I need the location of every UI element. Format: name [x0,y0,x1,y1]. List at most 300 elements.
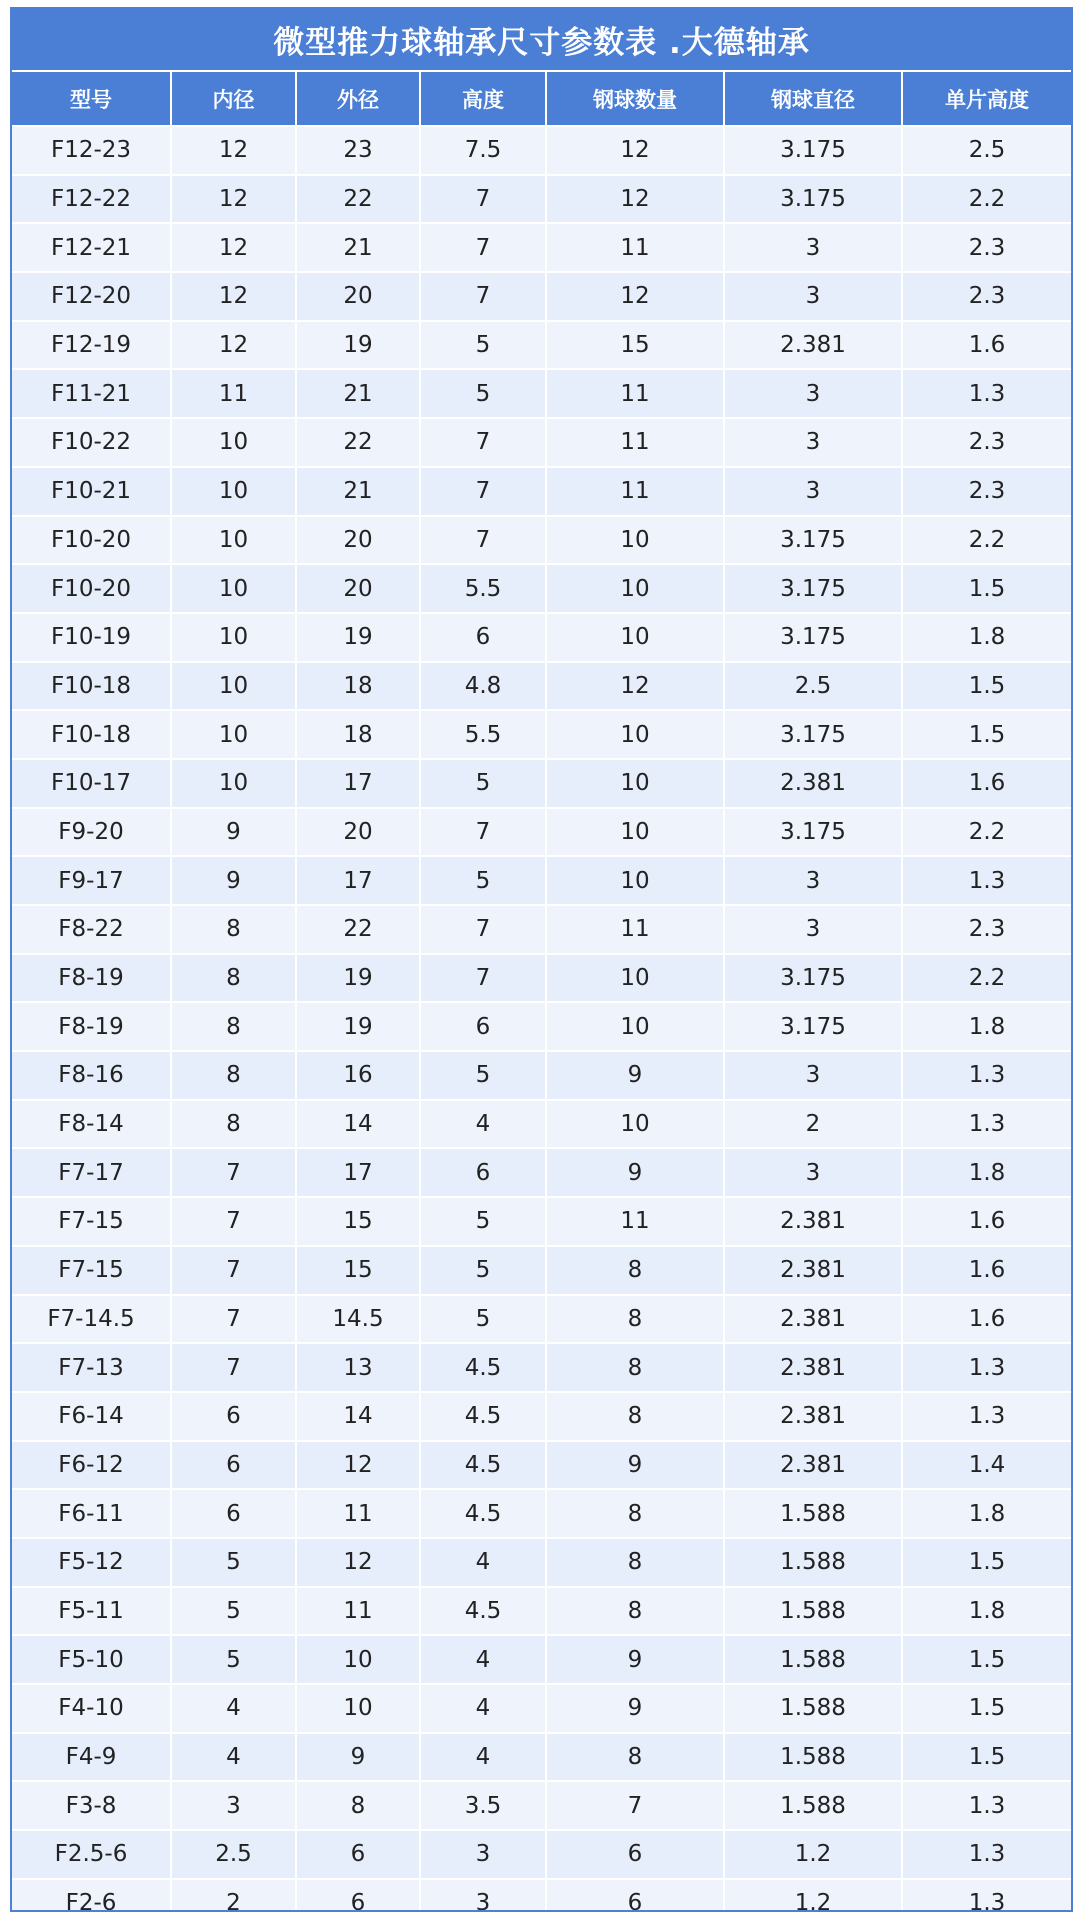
cell-ball-diameter: 1.588 [724,1684,902,1733]
cell-outer-diameter: 14 [296,1100,420,1149]
table-row [12,126,1071,175]
cell-outer-diameter: 6 [296,1879,420,1912]
cell-inner-diameter: 8 [171,905,296,954]
cell-outer-diameter: 22 [296,418,420,467]
cell-ball-diameter: 2.381 [724,321,902,370]
cell-inner-diameter: 10 [171,516,296,565]
cell-ball-count: 11 [546,905,724,954]
cell-single-height: 2.3 [902,272,1071,321]
cell-single-height: 1.3 [902,1392,1071,1441]
cell-ball-count: 12 [546,272,724,321]
cell-model: F9-20 [12,808,171,857]
table-row [12,808,1071,857]
cell-outer-diameter: 15 [296,1246,420,1295]
cell-model: F7-15 [12,1246,171,1295]
cell-ball-diameter: 1.588 [724,1635,902,1684]
cell-ball-count: 12 [546,126,724,175]
cell-outer-diameter: 6 [296,1830,420,1879]
cell-ball-count: 11 [546,467,724,516]
cell-inner-diameter: 8 [171,1002,296,1051]
cell-height: 3.5 [420,1781,546,1830]
cell-single-height: 1.3 [902,1830,1071,1879]
cell-single-height: 1.8 [902,1148,1071,1197]
cell-ball-count: 11 [546,418,724,467]
cell-ball-count: 10 [546,516,724,565]
table-row [12,1538,1071,1587]
cell-ball-diameter: 2 [724,1100,902,1149]
cell-single-height: 2.2 [902,516,1071,565]
cell-ball-count: 6 [546,1830,724,1879]
table-row [12,1197,1071,1246]
cell-inner-diameter: 10 [171,613,296,662]
cell-model: F10-21 [12,467,171,516]
cell-single-height: 1.5 [902,710,1071,759]
cell-ball-diameter: 1.588 [724,1733,902,1782]
cell-height: 7 [420,467,546,516]
cell-height: 5 [420,856,546,905]
table-body [12,126,1071,1912]
page-title: 微型推力球轴承尺寸参数表 .大德轴承 [12,9,1071,72]
cell-outer-diameter: 16 [296,1051,420,1100]
table-row [12,1392,1071,1441]
cell-inner-diameter: 12 [171,272,296,321]
cell-ball-count: 8 [546,1392,724,1441]
cell-ball-diameter: 3 [724,1148,902,1197]
cell-ball-diameter: 1.588 [724,1538,902,1587]
cell-height: 4.5 [420,1489,546,1538]
cell-ball-diameter: 3 [724,1051,902,1100]
cell-ball-count: 10 [546,1002,724,1051]
cell-inner-diameter: 3 [171,1781,296,1830]
table-row [12,467,1071,516]
cell-outer-diameter: 21 [296,369,420,418]
cell-outer-diameter: 18 [296,662,420,711]
cell-model: F8-19 [12,1002,171,1051]
cell-height: 4.5 [420,1392,546,1441]
cell-ball-diameter: 3.175 [724,613,902,662]
cell-single-height: 1.6 [902,321,1071,370]
cell-ball-diameter: 3.175 [724,1002,902,1051]
cell-single-height: 1.5 [902,662,1071,711]
cell-height: 5 [420,321,546,370]
cell-inner-diameter: 10 [171,564,296,613]
cell-model: F8-16 [12,1051,171,1100]
cell-ball-diameter: 3.175 [724,564,902,613]
table-row [12,1635,1071,1684]
cell-outer-diameter: 12 [296,1538,420,1587]
table-row [12,1879,1071,1912]
cell-single-height: 2.2 [902,954,1071,1003]
cell-ball-count: 12 [546,662,724,711]
table-row [12,223,1071,272]
cell-inner-diameter: 12 [171,321,296,370]
cell-outer-diameter: 10 [296,1635,420,1684]
cell-model: F7-17 [12,1148,171,1197]
cell-height: 5 [420,1197,546,1246]
cell-height: 7 [420,905,546,954]
cell-ball-count: 7 [546,1781,724,1830]
cell-outer-diameter: 9 [296,1733,420,1782]
cell-model: F6-14 [12,1392,171,1441]
cell-height: 7 [420,808,546,857]
cell-ball-diameter: 2.381 [724,759,902,808]
cell-inner-diameter: 9 [171,808,296,857]
cell-inner-diameter: 12 [171,223,296,272]
header-inner-diameter: 内径 [171,72,296,126]
table-row [12,759,1071,808]
header-row [12,72,1071,126]
cell-height: 5 [420,1295,546,1344]
cell-inner-diameter: 7 [171,1246,296,1295]
cell-single-height: 1.6 [902,1246,1071,1295]
cell-ball-count: 8 [546,1295,724,1344]
cell-ball-diameter: 1.2 [724,1830,902,1879]
cell-ball-diameter: 3.175 [724,710,902,759]
cell-model: F4-9 [12,1733,171,1782]
cell-single-height: 1.8 [902,1489,1071,1538]
cell-ball-count: 10 [546,613,724,662]
cell-single-height: 1.3 [902,1051,1071,1100]
cell-inner-diameter: 10 [171,418,296,467]
cell-model: F12-22 [12,175,171,224]
cell-ball-diameter: 2.381 [724,1441,902,1490]
cell-ball-count: 8 [546,1733,724,1782]
cell-inner-diameter: 10 [171,710,296,759]
cell-ball-count: 10 [546,856,724,905]
table-row [12,613,1071,662]
table-row [12,1489,1071,1538]
cell-inner-diameter: 8 [171,1100,296,1149]
cell-height: 4 [420,1100,546,1149]
cell-inner-diameter: 9 [171,856,296,905]
cell-single-height: 2.3 [902,905,1071,954]
table-row [12,1343,1071,1392]
cell-ball-diameter: 3.175 [724,175,902,224]
cell-height: 4.8 [420,662,546,711]
cell-single-height: 1.3 [902,1100,1071,1149]
cell-model: F11-21 [12,369,171,418]
header-model: 型号 [12,72,171,126]
table-row [12,564,1071,613]
cell-model: F10-18 [12,662,171,711]
cell-inner-diameter: 4 [171,1684,296,1733]
cell-inner-diameter: 7 [171,1343,296,1392]
cell-model: F6-11 [12,1489,171,1538]
cell-ball-count: 10 [546,759,724,808]
table-row [12,369,1071,418]
cell-height: 6 [420,613,546,662]
cell-height: 5 [420,1051,546,1100]
cell-model: F4-10 [12,1684,171,1733]
cell-ball-count: 10 [546,710,724,759]
cell-inner-diameter: 2 [171,1879,296,1912]
cell-height: 4 [420,1684,546,1733]
header-ball-count: 钢球数量 [546,72,724,126]
cell-inner-diameter: 2.5 [171,1830,296,1879]
cell-model: F9-17 [12,856,171,905]
cell-height: 6 [420,1002,546,1051]
table-row [12,1002,1071,1051]
cell-height: 7 [420,223,546,272]
table-row [12,662,1071,711]
cell-ball-diameter: 3.175 [724,808,902,857]
cell-ball-diameter: 2.381 [724,1343,902,1392]
cell-ball-diameter: 3 [724,905,902,954]
cell-model: F10-22 [12,418,171,467]
cell-model: F7-15 [12,1197,171,1246]
cell-ball-count: 10 [546,808,724,857]
table-row [12,1733,1071,1782]
cell-inner-diameter: 5 [171,1635,296,1684]
cell-height: 7 [420,418,546,467]
cell-ball-count: 8 [546,1343,724,1392]
cell-inner-diameter: 10 [171,467,296,516]
table-row [12,418,1071,467]
table-row [12,1100,1071,1149]
cell-outer-diameter: 13 [296,1343,420,1392]
cell-ball-diameter: 1.2 [724,1879,902,1912]
cell-ball-count: 9 [546,1684,724,1733]
cell-ball-diameter: 3.175 [724,516,902,565]
table-header [12,72,1071,126]
table-row [12,516,1071,565]
cell-inner-diameter: 6 [171,1489,296,1538]
cell-ball-count: 9 [546,1441,724,1490]
cell-ball-count: 15 [546,321,724,370]
cell-ball-count: 10 [546,1100,724,1149]
cell-height: 6 [420,1148,546,1197]
cell-ball-diameter: 3 [724,223,902,272]
cell-outer-diameter: 12 [296,1441,420,1490]
cell-outer-diameter: 20 [296,516,420,565]
cell-outer-diameter: 19 [296,321,420,370]
cell-outer-diameter: 17 [296,856,420,905]
cell-inner-diameter: 6 [171,1392,296,1441]
table-row [12,1830,1071,1879]
cell-ball-diameter: 2.5 [724,662,902,711]
table-row [12,1148,1071,1197]
cell-model: F2.5-6 [12,1830,171,1879]
cell-height: 5.5 [420,710,546,759]
cell-height: 5 [420,1246,546,1295]
cell-inner-diameter: 12 [171,126,296,175]
cell-model: F7-13 [12,1343,171,1392]
cell-ball-count: 10 [546,954,724,1003]
cell-model: F8-14 [12,1100,171,1149]
cell-single-height: 2.5 [902,126,1071,175]
cell-single-height: 2.3 [902,223,1071,272]
cell-inner-diameter: 8 [171,1051,296,1100]
cell-outer-diameter: 20 [296,272,420,321]
cell-inner-diameter: 10 [171,759,296,808]
table-row [12,856,1071,905]
cell-inner-diameter: 8 [171,954,296,1003]
table-row [12,1246,1071,1295]
cell-height: 4.5 [420,1343,546,1392]
header-single-height: 单片高度 [902,72,1071,126]
cell-single-height: 1.6 [902,1295,1071,1344]
cell-ball-diameter: 3.175 [724,954,902,1003]
cell-ball-count: 9 [546,1148,724,1197]
cell-single-height: 1.4 [902,1441,1071,1490]
cell-ball-diameter: 3 [724,856,902,905]
header-ball-diameter: 钢球直径 [724,72,902,126]
cell-height: 3 [420,1830,546,1879]
cell-single-height: 1.3 [902,1781,1071,1830]
cell-model: F10-20 [12,516,171,565]
table-row [12,710,1071,759]
cell-single-height: 1.8 [902,1587,1071,1636]
table-row [12,272,1071,321]
cell-single-height: 1.3 [902,856,1071,905]
cell-ball-count: 8 [546,1538,724,1587]
cell-height: 7 [420,175,546,224]
cell-outer-diameter: 17 [296,1148,420,1197]
table-row [12,1441,1071,1490]
cell-outer-diameter: 22 [296,175,420,224]
cell-outer-diameter: 11 [296,1489,420,1538]
cell-ball-count: 11 [546,223,724,272]
cell-inner-diameter: 6 [171,1441,296,1490]
cell-ball-diameter: 3 [724,272,902,321]
cell-ball-count: 6 [546,1879,724,1912]
cell-inner-diameter: 10 [171,662,296,711]
cell-model: F12-20 [12,272,171,321]
cell-outer-diameter: 21 [296,223,420,272]
table-row [12,1295,1071,1344]
cell-height: 4 [420,1635,546,1684]
cell-model: F12-21 [12,223,171,272]
cell-inner-diameter: 12 [171,175,296,224]
header-height: 高度 [420,72,546,126]
cell-inner-diameter: 7 [171,1197,296,1246]
cell-single-height: 2.2 [902,175,1071,224]
cell-single-height: 1.8 [902,1002,1071,1051]
cell-inner-diameter: 11 [171,369,296,418]
cell-ball-count: 10 [546,564,724,613]
cell-model: F2-6 [12,1879,171,1912]
header-outer-diameter: 外径 [296,72,420,126]
cell-single-height: 1.3 [902,1343,1071,1392]
table-row [12,954,1071,1003]
cell-height: 5.5 [420,564,546,613]
cell-height: 3 [420,1879,546,1912]
cell-ball-diameter: 1.588 [724,1587,902,1636]
cell-ball-count: 11 [546,369,724,418]
cell-ball-count: 9 [546,1635,724,1684]
cell-model: F12-19 [12,321,171,370]
cell-outer-diameter: 17 [296,759,420,808]
cell-single-height: 1.5 [902,1635,1071,1684]
cell-inner-diameter: 5 [171,1538,296,1587]
cell-single-height: 1.3 [902,369,1071,418]
cell-outer-diameter: 14.5 [296,1295,420,1344]
cell-ball-count: 12 [546,175,724,224]
cell-height: 4.5 [420,1587,546,1636]
cell-single-height: 1.6 [902,759,1071,808]
cell-ball-count: 8 [546,1489,724,1538]
cell-height: 7.5 [420,126,546,175]
cell-outer-diameter: 23 [296,126,420,175]
cell-single-height: 1.8 [902,613,1071,662]
cell-inner-diameter: 5 [171,1587,296,1636]
cell-inner-diameter: 7 [171,1148,296,1197]
cell-ball-count: 8 [546,1246,724,1295]
cell-ball-diameter: 3.175 [724,126,902,175]
cell-single-height: 2.3 [902,467,1071,516]
cell-outer-diameter: 20 [296,564,420,613]
cell-height: 5 [420,759,546,808]
table-row [12,175,1071,224]
cell-single-height: 1.3 [902,1879,1071,1912]
cell-ball-diameter: 2.381 [724,1197,902,1246]
cell-ball-diameter: 3 [724,467,902,516]
cell-outer-diameter: 22 [296,905,420,954]
cell-single-height: 1.5 [902,1733,1071,1782]
cell-inner-diameter: 4 [171,1733,296,1782]
cell-ball-count: 11 [546,1197,724,1246]
table-row [12,905,1071,954]
cell-height: 5 [420,369,546,418]
cell-ball-diameter: 2.381 [724,1246,902,1295]
table-row [12,1587,1071,1636]
cell-outer-diameter: 19 [296,1002,420,1051]
cell-model: F10-20 [12,564,171,613]
cell-height: 7 [420,954,546,1003]
cell-height: 4.5 [420,1441,546,1490]
cell-ball-diameter: 2.381 [724,1392,902,1441]
cell-ball-diameter: 1.588 [724,1489,902,1538]
cell-model: F12-23 [12,126,171,175]
cell-height: 7 [420,516,546,565]
cell-ball-count: 9 [546,1051,724,1100]
table-row [12,1781,1071,1830]
cell-outer-diameter: 11 [296,1587,420,1636]
cell-outer-diameter: 20 [296,808,420,857]
cell-outer-diameter: 18 [296,710,420,759]
cell-model: F5-12 [12,1538,171,1587]
table-row [12,1684,1071,1733]
cell-outer-diameter: 21 [296,467,420,516]
cell-model: F5-10 [12,1635,171,1684]
cell-model: F10-19 [12,613,171,662]
cell-inner-diameter: 7 [171,1295,296,1344]
cell-height: 4 [420,1733,546,1782]
cell-single-height: 1.5 [902,1538,1071,1587]
cell-model: F3-8 [12,1781,171,1830]
cell-ball-count: 8 [546,1587,724,1636]
table-row [12,321,1071,370]
cell-model: F8-19 [12,954,171,1003]
cell-model: F5-11 [12,1587,171,1636]
cell-single-height: 2.2 [902,808,1071,857]
cell-model: F7-14.5 [12,1295,171,1344]
cell-single-height: 1.5 [902,564,1071,613]
cell-model: F10-17 [12,759,171,808]
cell-outer-diameter: 19 [296,954,420,1003]
cell-model: F10-18 [12,710,171,759]
cell-ball-diameter: 1.588 [724,1781,902,1830]
bearing-spec-sheet [10,7,1073,1912]
cell-outer-diameter: 14 [296,1392,420,1441]
cell-single-height: 2.3 [902,418,1071,467]
cell-model: F6-12 [12,1441,171,1490]
cell-single-height: 1.5 [902,1684,1071,1733]
table-row [12,1051,1071,1100]
cell-height: 4 [420,1538,546,1587]
cell-ball-diameter: 3 [724,369,902,418]
cell-height: 7 [420,272,546,321]
